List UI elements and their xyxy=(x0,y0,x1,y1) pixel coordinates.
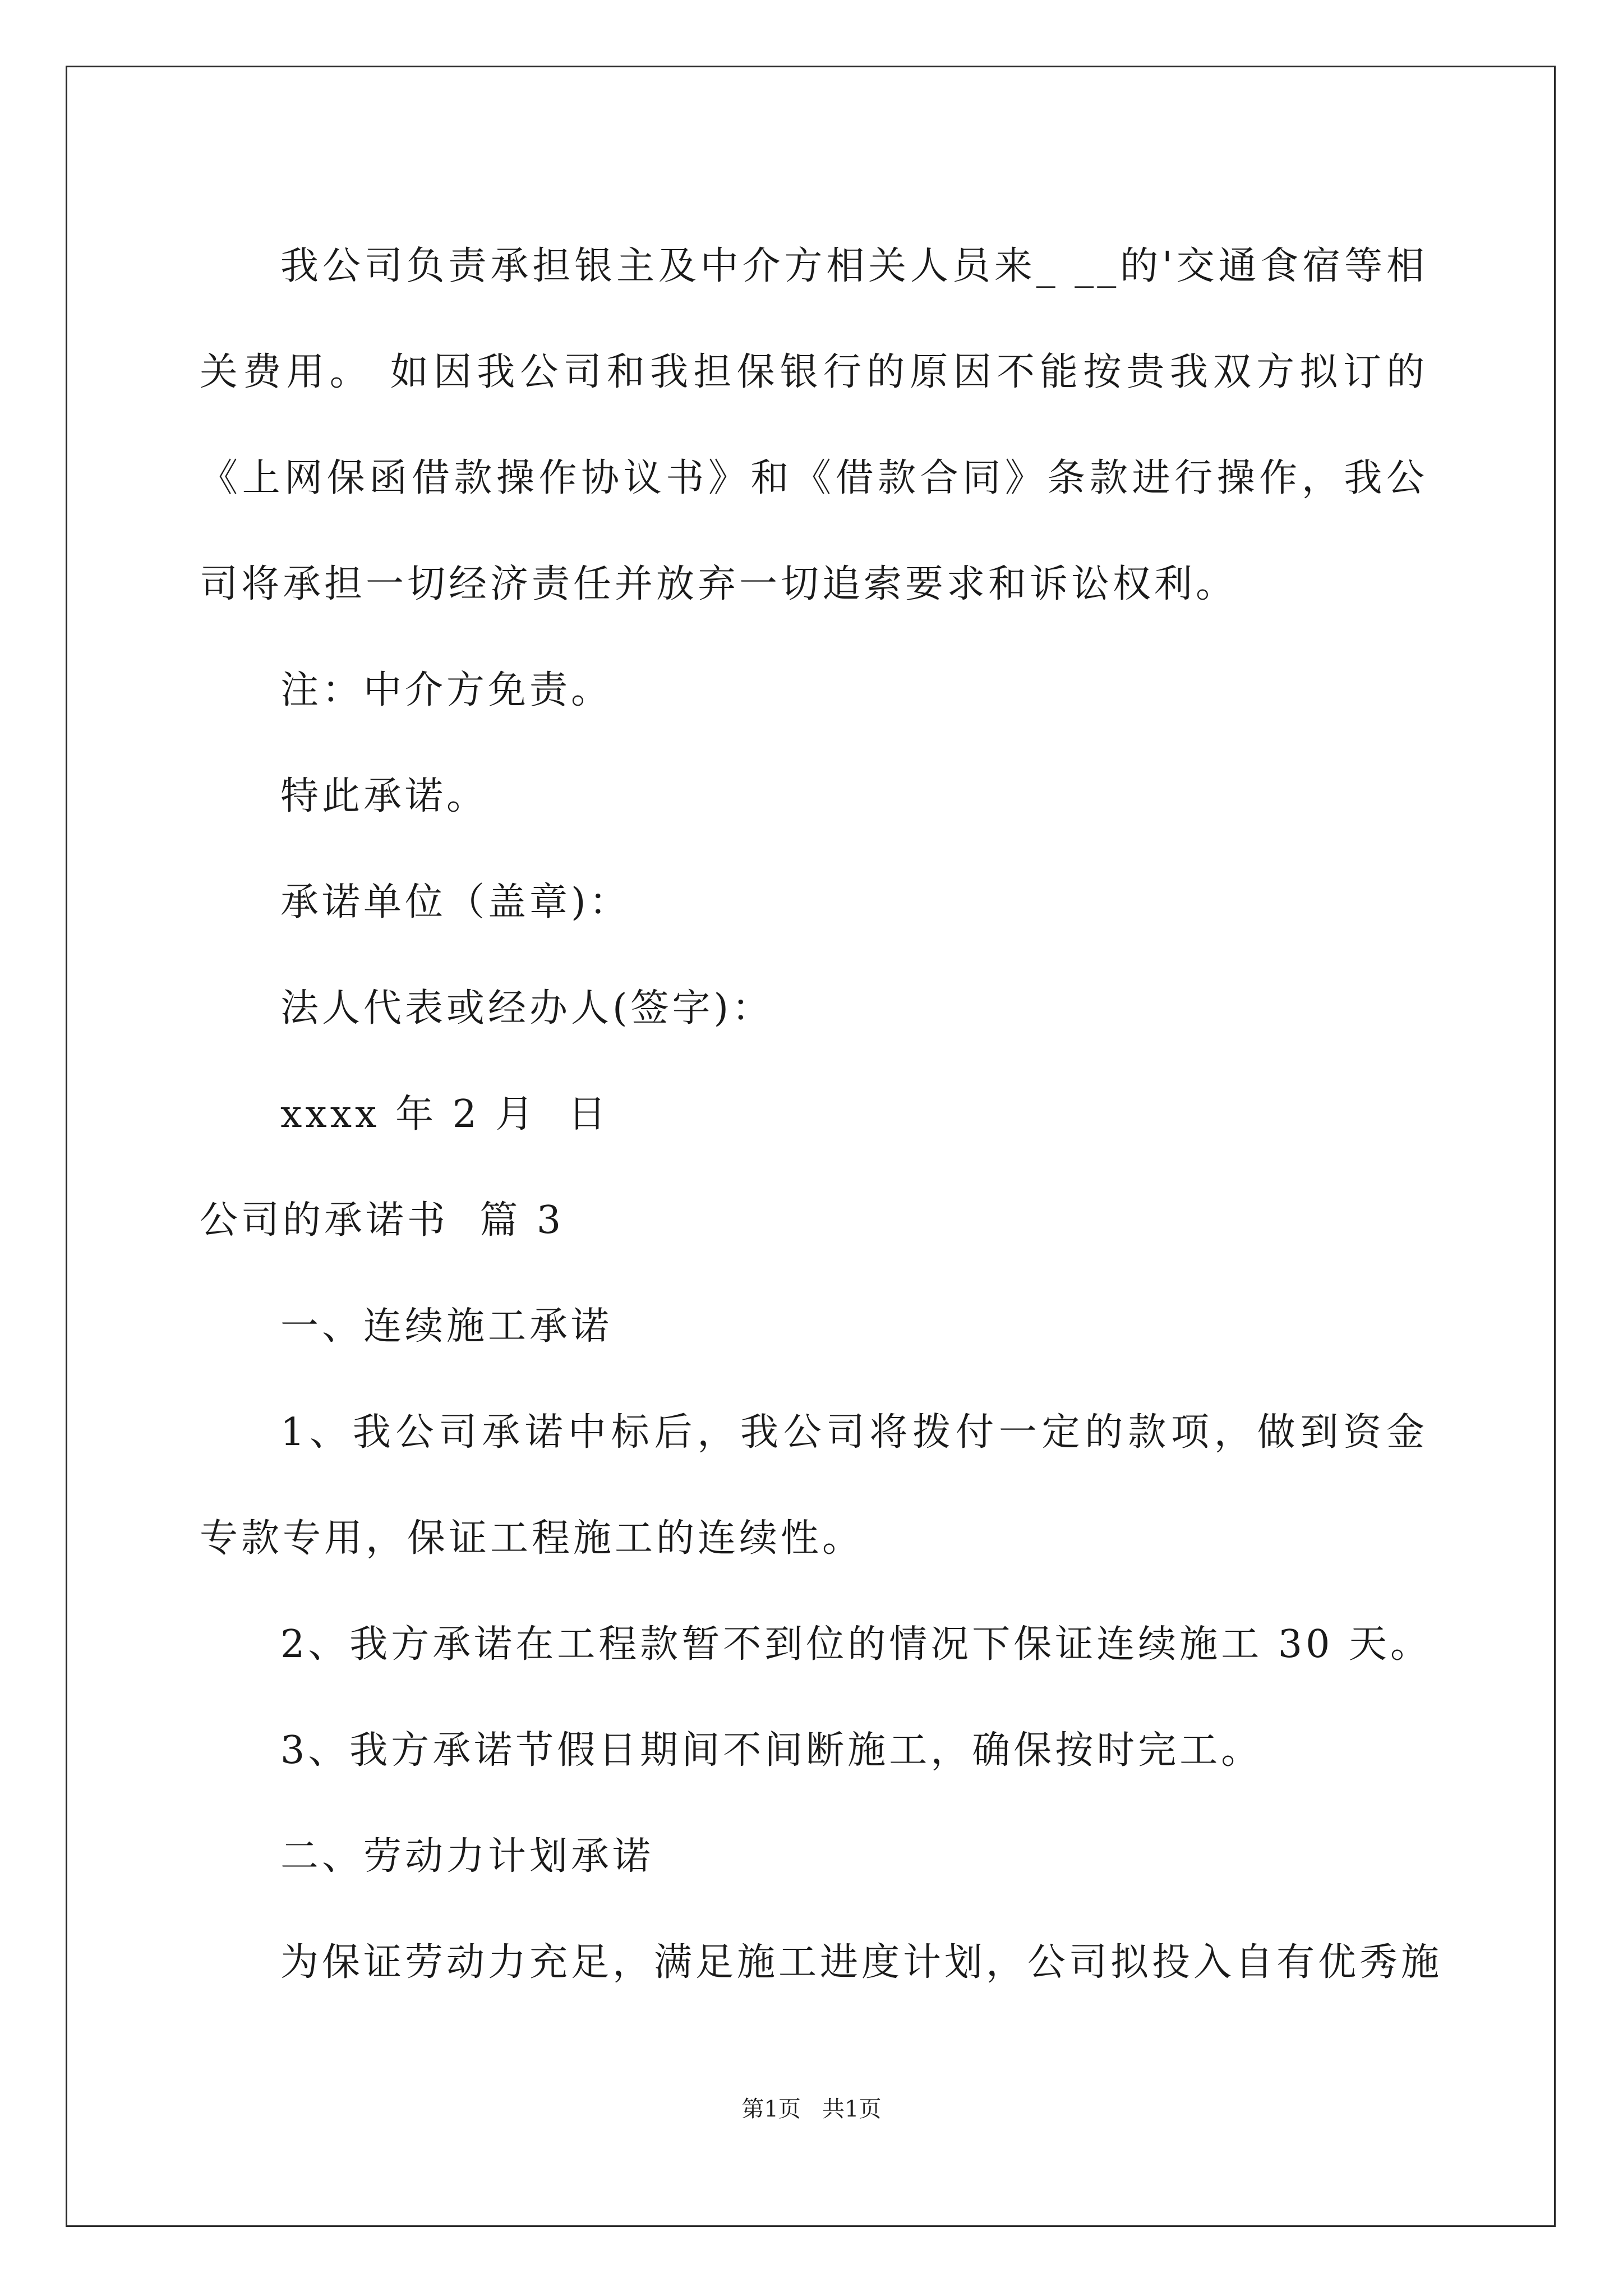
paragraph-item-3: 3、我方承诺节假日期间不间断施工，确保按时完工。 xyxy=(280,1728,1263,1773)
paragraph-labor: 为保证劳动力充足，满足施工进度计划，公司拟投入自有优秀施 xyxy=(280,1940,1443,1985)
document-body xyxy=(200,213,1443,2016)
subheading-continuous-construction: 一、连续施工承诺 xyxy=(280,1304,613,1349)
paragraph-hereby: 特此承诺。 xyxy=(280,774,488,818)
paragraph-commitment-costs: 我公司负责承担银主及中介方相关人员来_ __的'交通食宿等相关费用。 如因我公司和我担保银行的原因不能按贵我双方拟订的《上网保函借款操作协议书》和《借款合同》条款进行操作，我公司将承担一切经济责任并放弃一切追索要求和诉讼权利。 xyxy=(200,244,1428,606)
paragraph-legal-rep: 法人代表或经办人(签字)： xyxy=(280,986,774,1030)
section-heading: 公司的承诺书 篇 3 xyxy=(200,1198,565,1243)
paragraph-item-2: 2、我方承诺在工程款暂不到位的情况下保证连续施工 30 天。 xyxy=(280,1622,1432,1667)
page-footer: 第1页 共1页 xyxy=(741,2096,882,2122)
paragraph-item-1: 1、我公司承诺中标后，我公司将拨付一定的款项，做到资金专款专用，保证工程施工的连续性。 xyxy=(200,1410,1428,1561)
paragraph-note: 注：中介方免责。 xyxy=(280,668,613,712)
paragraph-date: xxxx 年 2 月 日 xyxy=(280,1092,610,1137)
subheading-labor-plan: 二、劳动力计划承诺 xyxy=(280,1834,654,1879)
paragraph-unit-seal: 承诺单位（盖章)： xyxy=(280,880,631,924)
